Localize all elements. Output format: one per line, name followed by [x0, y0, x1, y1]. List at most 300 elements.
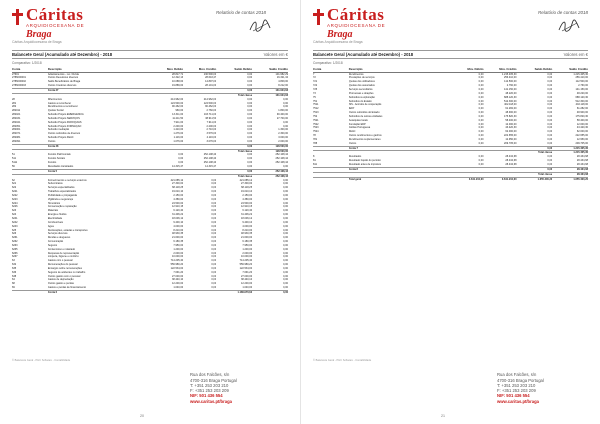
- table-cell: 2.200,00: [173, 124, 184, 128]
- page-number: 20: [140, 414, 144, 418]
- table-cell: 81: [313, 159, 316, 163]
- table-cell: 0,00: [283, 201, 288, 205]
- table-cell: 7513: [313, 111, 319, 115]
- table-cell: 124.500,00: [170, 101, 184, 105]
- table-cell: 0,00: [283, 251, 288, 255]
- table-cell: Subsídios de outras entidades: [348, 114, 383, 118]
- table-cell: 10.088,00: [171, 80, 184, 84]
- table-cell: 19.010,10: [240, 190, 253, 194]
- brand-tagline: Cáritas Arquidiocesana de Braga: [313, 40, 363, 44]
- table-cell: 1.655.400,20: [517, 177, 553, 181]
- table-cell: 0,00: [283, 105, 288, 109]
- table-cell: 3.076,00: [206, 139, 217, 143]
- column-header: Saldo Crédito: [552, 67, 588, 72]
- table-cell: Conta 28: [48, 144, 145, 149]
- table-cell: 0,00: [211, 266, 217, 270]
- table-cell: Rendimentos: [348, 72, 364, 76]
- table-cell: 28.434,68: [505, 163, 517, 166]
- table-cell: 6224: [12, 201, 18, 205]
- table-cell: 21.600,00: [171, 236, 184, 240]
- table-cell: 0,00: [478, 163, 484, 166]
- table-cell: 0,00: [283, 124, 288, 128]
- table-cell: 90.462,00: [171, 105, 184, 109]
- table-cell: Seguros: [47, 243, 58, 247]
- table-cell: 18.006,12: [240, 216, 253, 220]
- table-cell: 6.180,35: [242, 240, 253, 244]
- table-cell: 512.300,00: [575, 99, 588, 103]
- table-cell: 0,00: [211, 220, 217, 224]
- table-cell: 2786000003: [12, 84, 26, 88]
- table-cell: 0,00: [283, 216, 288, 220]
- table-cell: Gastos de depreciação: [47, 278, 74, 282]
- column-header: Mov. Débito: [445, 67, 484, 72]
- table-cell: 6.120,40: [173, 209, 184, 213]
- table-cell: Publicidade e propaganda: [47, 193, 77, 197]
- table-cell: 2.000,00: [242, 251, 253, 255]
- table-cell: 6223: [12, 197, 18, 201]
- table-cell: 64: [12, 278, 15, 282]
- nif-number: NIF: 501 436 554: [190, 393, 223, 399]
- table-cell: 0,00: [211, 255, 217, 259]
- table-cell: Encargos sobre remunerações: [47, 266, 83, 270]
- table-cell: 282051: [12, 124, 21, 128]
- footer-note: © Balancete Geral - PHC Software - Contabilidade: [313, 359, 372, 362]
- table-cell: 48.220,00: [505, 91, 517, 95]
- table-cell: 6.120,40: [242, 209, 253, 213]
- table-cell: Outros gastos com o pessoal: [47, 274, 81, 278]
- table-cell: 0,00: [283, 209, 288, 213]
- table-cell: 1.215.405,30: [552, 151, 588, 155]
- table-cell: Outros subsídios do Estado: [348, 111, 380, 115]
- table-cell: Conta 8: [349, 167, 445, 172]
- table-cell: 12.910,15: [171, 205, 184, 209]
- table-cell: 0,00: [211, 186, 217, 190]
- table-cell: 21.600,00: [240, 236, 253, 240]
- table-cell: 62.000,00: [505, 130, 517, 134]
- table-cell: 1.076,00: [173, 139, 184, 143]
- table-cell: 0,00: [211, 182, 217, 186]
- table-cell: 1.040,00: [242, 286, 253, 290]
- column-header: Mov. Crédito: [183, 67, 216, 72]
- table-cell: 10.000,00: [240, 255, 253, 259]
- table-cell: 28: [12, 97, 15, 101]
- table-cell: Outros Devedores diversos: [47, 76, 79, 80]
- table-cell: 130.500,00: [203, 72, 217, 76]
- ledger-subtitle: Comparativo: 1/2018: [313, 61, 343, 65]
- ledger-title: Balancete Geral (Acumulado até Dezembro) - 2018: [313, 52, 414, 57]
- table-cell: 61.282,00: [505, 107, 517, 111]
- table-cell: 0,00: [247, 101, 253, 105]
- table-cell: 0,00: [547, 134, 553, 138]
- table-cell: 48.930,35: [171, 232, 184, 236]
- table-cell: Quotas Social: [47, 109, 64, 113]
- table-cell: 27.300,00: [171, 182, 184, 186]
- table-cell: 72: [313, 76, 316, 80]
- table-cell: 781: [313, 137, 318, 141]
- table-cell: Resultado líquido do período: [348, 159, 381, 163]
- table-cell: 61.282,00: [576, 107, 588, 111]
- table-cell: Combustíveis: [47, 220, 64, 224]
- fax-number: F: +351 253 203 209: [190, 388, 229, 394]
- table-cell: 0,00: [283, 282, 288, 286]
- table-cell: 624: [12, 213, 17, 217]
- table-cell: Total classe: [517, 172, 553, 177]
- ledger-title-bar: [12, 50, 288, 59]
- table-cell: Resultado antes de impostos: [348, 163, 381, 166]
- cross-icon: [12, 9, 23, 25]
- table-cell: 0,00: [478, 87, 484, 91]
- table-cell: 90.462,00: [205, 105, 217, 109]
- table-cell: Energia e fluidos: [47, 213, 67, 217]
- table-cell: 0,00: [283, 182, 288, 186]
- brand-city: Braga: [26, 28, 52, 40]
- table-cell: 6221: [12, 190, 18, 194]
- table-cell: 282081: [12, 136, 21, 140]
- table-cell: 402.118,00: [575, 103, 588, 107]
- table-cell: Subsídio Projeto SERVIÇOS: [47, 116, 80, 120]
- brand-subtitle: ARQUIDIOCESANA DE: [26, 23, 85, 28]
- table-cell: 1.410,00: [173, 128, 184, 132]
- table-cell: 0,00: [247, 124, 253, 128]
- table-cell: 28.434,68: [505, 159, 517, 163]
- table-cell: 6222: [12, 193, 18, 197]
- table-cell: 43.420,30: [576, 126, 588, 130]
- address-line: Rua dos Falcões, s/n: [190, 372, 230, 378]
- table-cell: 8: [313, 155, 315, 159]
- table-cell: 623: [12, 209, 17, 213]
- table-cell: 0,00: [247, 116, 253, 120]
- cross-icon: [313, 9, 324, 25]
- table-cell: 4.809,00: [278, 80, 288, 84]
- column-header: Descrição: [48, 67, 145, 72]
- table-cell: 282091: [12, 139, 21, 143]
- column-header: Descrição: [349, 67, 445, 72]
- table-cell: 128.500,00: [252, 144, 288, 149]
- ledger-title-bar: [313, 50, 588, 59]
- table-cell: 8.212,00: [278, 84, 288, 88]
- table-cell: 31.406,22: [171, 213, 184, 217]
- table-cell: Adiantamentos - rec. Dívida: [47, 72, 79, 76]
- table-cell: 7.911,00: [173, 120, 184, 124]
- table-cell: 209.705,00: [575, 141, 588, 145]
- table-cell: 3.576,00: [206, 132, 217, 136]
- table-cell: 0,00: [547, 155, 553, 159]
- table-cell: 0,00: [547, 141, 553, 145]
- table-cell: 0,00: [283, 193, 288, 197]
- table-cell: 0,00: [283, 266, 288, 270]
- table-cell: 636: [12, 270, 17, 274]
- table-cell: 0,00: [478, 141, 484, 145]
- website-link[interactable]: www.caritas.pt/braga: [190, 398, 232, 404]
- table-cell: Materiais: [47, 209, 59, 213]
- table-cell: 0,00: [547, 111, 553, 115]
- table-cell: 0,00: [247, 97, 253, 101]
- table-cell: Total geral: [349, 177, 445, 181]
- table-cell: 0,00: [478, 107, 484, 111]
- table-cell: 1.276,00: [173, 132, 184, 136]
- table-cell: 2.000,00: [278, 139, 288, 143]
- table-cell: Quotas dos utilizadores: [348, 80, 375, 84]
- table-cell: 0,00: [252, 291, 288, 295]
- table-cell: 0,00: [216, 169, 252, 174]
- table-cell: 635: [12, 266, 17, 270]
- table-cell: 0,00: [478, 80, 484, 84]
- table-cell: 122.534,00: [239, 266, 253, 270]
- table-cell: 7523: [313, 126, 319, 130]
- table-cell: 131.024,63: [252, 88, 288, 93]
- table-cell: 252.108,44: [275, 153, 288, 157]
- table-cell: 62.000,00: [576, 130, 588, 134]
- table-cell: 27.700,00: [276, 116, 288, 120]
- table-cell: Conta 6: [48, 291, 145, 295]
- address-line: Rua dos Falcões, s/n: [497, 372, 537, 378]
- table-cell: 51: [12, 153, 15, 157]
- table-cell: 12.200,00: [171, 282, 184, 286]
- table-cell: 0,00: [547, 122, 553, 126]
- table-cell: 4.000,00: [242, 224, 253, 228]
- table-cell: Subsídio Projeto PARÓQUIAS: [47, 120, 82, 124]
- table-cell: 0,00: [547, 126, 553, 130]
- table-cell: 141.150,00: [575, 87, 588, 91]
- table-cell: Conservação e reparação: [47, 205, 77, 209]
- table-cell: 214.962,00: [203, 97, 217, 101]
- signature-icon: [248, 18, 272, 34]
- table-cell: Gastos e perdas de financiamento: [47, 286, 86, 290]
- table-cell: 511: [12, 157, 16, 161]
- table-cell: 3.641.210,60: [445, 177, 484, 181]
- ledger-units: Valores em €: [263, 52, 288, 57]
- table-cell: Subsídio Projeto FORMAÇÃO: [47, 124, 82, 128]
- table-cell: 2786000001: [12, 76, 26, 80]
- table-cell: 13.311,00: [172, 113, 184, 117]
- table-cell: 402.118,00: [504, 103, 517, 107]
- page-number: 21: [441, 414, 445, 418]
- table-cell: 0,00: [547, 130, 553, 134]
- table-cell: 1.040,00: [173, 286, 184, 290]
- table-cell: [144, 291, 183, 295]
- table-cell: 632: [12, 263, 17, 267]
- table-cell: 556.980,20: [170, 263, 184, 267]
- table-cell: 0,00: [178, 153, 184, 157]
- table-cell: 0,00: [478, 95, 484, 99]
- table-cell: 103.711,00: [203, 113, 217, 117]
- table-cell: 0,00: [478, 122, 484, 126]
- table-cell: 75: [313, 95, 316, 99]
- table-cell: 28.434,68: [552, 172, 588, 177]
- website-link[interactable]: www.caritas.pt/braga: [497, 398, 539, 404]
- table-cell: Rendimentos suplementares: [348, 137, 381, 141]
- table-cell: 0,00: [547, 118, 553, 122]
- table-cell: 6265: [12, 247, 18, 251]
- table-cell: 0,00: [478, 155, 484, 159]
- table-cell: 68.118,25: [172, 186, 184, 190]
- table-cell: 1.200,00: [242, 247, 253, 251]
- table-cell: 28.434,68: [505, 155, 517, 159]
- table-cell: 0,00: [547, 107, 553, 111]
- table-cell: Subsídios à exploração: [348, 95, 375, 99]
- table-cell: 0,00: [247, 136, 253, 140]
- table-cell: Fornecimentos e serviços externos: [47, 178, 87, 182]
- table-cell: 0,00: [211, 224, 217, 228]
- table-cell: 714.205,40: [239, 259, 253, 263]
- column-header: Conta: [313, 67, 349, 72]
- table-cell: 0,00: [283, 213, 288, 217]
- table-cell: Deslocações, estadas e transportes: [47, 228, 88, 232]
- table-cell: 16.321,34: [276, 76, 288, 80]
- table-cell: Quotas dos associados: [348, 84, 375, 88]
- table-cell: 0,00: [283, 101, 288, 105]
- signature-icon: [557, 18, 581, 34]
- brand-subtitle: ARQUIDIOCESANA DE: [327, 23, 386, 28]
- table-cell: Subsídios do Estado: [348, 99, 372, 103]
- address-line: 4700-316 Braga Portugal: [497, 377, 544, 383]
- table-cell: 625: [12, 228, 17, 232]
- table-cell: 960,00: [175, 109, 184, 113]
- table-cell: 0,00: [283, 186, 288, 190]
- table-cell: 0,00: [283, 220, 288, 224]
- table-cell: 725: [313, 87, 318, 91]
- table-cell: 2.000,00: [173, 251, 184, 255]
- table-cell: 10.000,00: [171, 255, 184, 259]
- table-cell: 6241: [12, 216, 18, 220]
- table-cell: 38.440,10: [240, 278, 253, 282]
- table-cell: 0,00: [283, 120, 288, 124]
- table-cell: 252.108,44: [203, 153, 217, 157]
- table-cell: 0,00: [247, 72, 253, 76]
- table-cell: Promessas e doações: [348, 91, 374, 95]
- table-cell: 14.315,47: [205, 165, 217, 168]
- table-cell: 1.116,00: [173, 136, 184, 140]
- table-cell: Conta 27: [48, 88, 145, 93]
- brand-city: Braga: [327, 28, 353, 40]
- table-cell: Total classe: [216, 174, 252, 178]
- table-cell: 0,00: [283, 236, 288, 240]
- table-cell: 281: [12, 101, 17, 105]
- table-cell: 0,00: [211, 228, 217, 232]
- table-cell: ISS - Acordos de cooperação: [348, 103, 382, 107]
- table-cell: 0,00: [211, 232, 217, 236]
- table-cell: 28.434,68: [576, 163, 588, 166]
- table-cell: 0,00: [547, 87, 553, 91]
- table-cell: 0,00: [478, 118, 484, 122]
- table-cell: 0,00: [247, 120, 253, 124]
- phone-number: T: +351 253 203 210: [190, 382, 229, 388]
- table-cell: 0,00: [283, 224, 288, 228]
- table-cell: 0,00: [478, 111, 484, 115]
- table-cell: 1.186.970,62: [216, 291, 252, 295]
- table-cell: 2.300,00: [278, 132, 288, 136]
- table-cell: 252.108,44: [203, 161, 217, 165]
- table-cell: 0,00: [478, 134, 484, 138]
- table-cell: 38.911,50: [205, 116, 217, 120]
- table-cell: 0,00: [478, 137, 484, 141]
- table-cell: 209.705,00: [503, 141, 517, 145]
- table-cell: 0,00: [247, 128, 253, 132]
- table-cell: 0,00: [478, 130, 484, 134]
- table-cell: Remunerações do pessoal: [47, 263, 78, 267]
- table-cell: 2786000002: [12, 80, 26, 84]
- table-cell: 0,00: [478, 76, 484, 80]
- table-cell: 27601: [12, 72, 19, 76]
- table-cell: 722: [313, 84, 318, 88]
- address-block: [190, 372, 237, 404]
- table-cell: 0,00: [283, 205, 288, 209]
- table-cell: 7.950,00: [173, 243, 184, 247]
- table-cell: 282041: [12, 120, 21, 124]
- table-row: [313, 177, 588, 181]
- table-cell: 721: [313, 80, 318, 84]
- table-cell: 7521: [313, 118, 319, 122]
- table-cell: 5111: [12, 161, 18, 165]
- table-cell: Prestações de serviços: [348, 76, 375, 80]
- table-cell: 12.950,00: [576, 137, 588, 141]
- table-cell: 6263: [12, 243, 18, 247]
- table-cell: Contencioso e notariado: [47, 247, 75, 251]
- table-cell: 0,00: [178, 157, 184, 161]
- table-cell: 2.760,00: [506, 84, 517, 88]
- table-cell: Subsídio Projeto FEAC: [47, 136, 74, 140]
- table-cell: 7: [313, 72, 315, 76]
- table-cell: Serviços secundários: [348, 87, 373, 91]
- table-cell: 222.655,00: [575, 134, 588, 138]
- table-cell: 0,00: [547, 163, 553, 166]
- table-cell: 4.380,00: [173, 197, 184, 201]
- ledger-section: [12, 50, 288, 295]
- table-cell: 282071: [12, 132, 21, 136]
- table-cell: 18.006,12: [171, 216, 184, 220]
- table-cell: 6243: [12, 224, 18, 228]
- table-cell: Despesas de representação: [47, 251, 80, 255]
- table-cell: 6267: [12, 255, 18, 259]
- table-cell: 48.930,35: [240, 232, 253, 236]
- table-cell: 626: [12, 232, 17, 236]
- table-cell: 222.655,00: [503, 134, 517, 138]
- table-cell: 0,00: [211, 205, 217, 209]
- table-cell: 0,00: [547, 84, 553, 88]
- table-cell: 0,00: [211, 270, 217, 274]
- right-page: [300, 0, 600, 424]
- table-cell: 0,00: [547, 99, 553, 103]
- ledger-table: [12, 67, 288, 295]
- table-cell: 12.000,00: [576, 122, 588, 126]
- report-label: Relatório de contas 2018: [216, 10, 267, 15]
- table-cell: 0,00: [211, 278, 217, 282]
- table-cell: 421.085,12: [239, 178, 253, 182]
- table-cell: Total classe: [517, 151, 553, 155]
- table-cell: 622: [12, 186, 17, 190]
- table-cell: 8.210,00: [242, 228, 253, 232]
- table-cell: 3.000,00: [278, 136, 288, 140]
- table-cell: 27.000,00: [171, 274, 184, 278]
- table-cell: 0,00: [283, 243, 288, 247]
- table-cell: Subcontratos: [47, 182, 63, 186]
- table-cell: 0,00: [211, 216, 217, 220]
- table-cell: 0,00: [283, 270, 288, 274]
- table-cell: 252.108,44: [275, 157, 288, 161]
- table-cell: 714.205,40: [170, 259, 184, 263]
- table-cell: 282: [12, 105, 17, 109]
- table-cell: 0,00: [211, 251, 217, 255]
- table-cell: 0,00: [547, 137, 553, 141]
- table-cell: 0,00: [211, 213, 217, 217]
- table-cell: Total classe: [216, 149, 252, 153]
- table-cell: 7.691,20: [242, 270, 253, 274]
- table-cell: Subsídio Projeto EMERGÊNCIA: [47, 113, 84, 117]
- column-header: Mov. Débito: [144, 67, 183, 72]
- table-cell: 0,00: [247, 139, 253, 143]
- table-cell: Rendas e alugueres: [47, 236, 71, 240]
- table-cell: [12, 291, 48, 295]
